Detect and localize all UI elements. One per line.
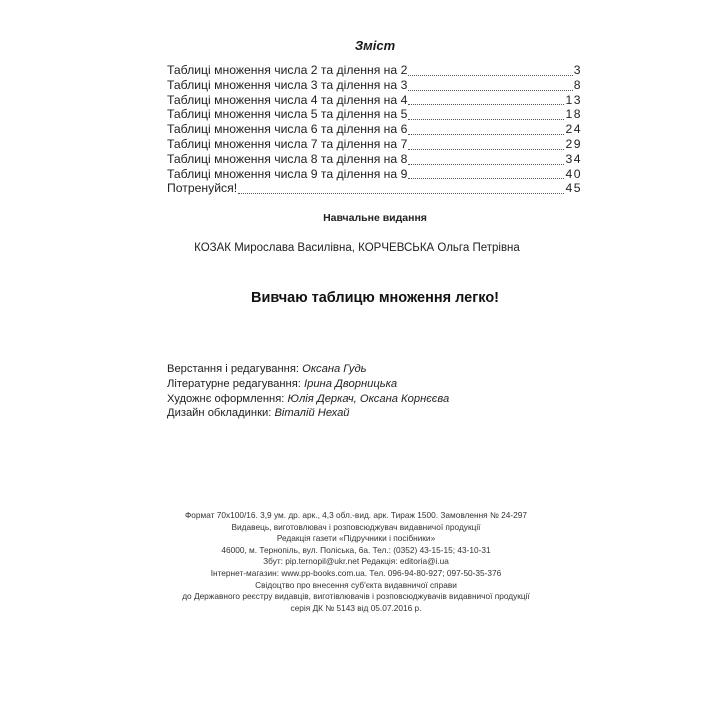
credit-role: Дизайн обкладинки: bbox=[167, 407, 272, 420]
toc-leader-dots bbox=[408, 124, 564, 135]
imprint-line: Видавець, виготовлювач і розповсюджувач видавничої продукції bbox=[231, 521, 481, 532]
toc-entry-page: 45 bbox=[565, 181, 582, 196]
toc-leader-dots bbox=[238, 183, 564, 194]
toc-entry-label: Таблиці множення числа 7 та ділення на 7 bbox=[167, 136, 408, 151]
imprint-line: Формат 70х100/16. 3,9 ум. др. арк., 4,3 обл.-вид. арк. Тираж 1500. Замовлення № 24-297 bbox=[184, 510, 527, 520]
toc-entry bbox=[167, 181, 582, 196]
toc-entry-page: 29 bbox=[565, 136, 582, 151]
toc-entry-page: 34 bbox=[565, 151, 582, 166]
toc-entry-page: 18 bbox=[565, 107, 582, 122]
imprint-line: 46000, м. Тернопіль, вул. Поліська, 6а. Тел.: (0352) 43-15-15; 43-10-31 bbox=[221, 544, 491, 555]
edition-kind: Навчальне видання bbox=[323, 212, 427, 224]
toc-title: Зміст bbox=[354, 38, 396, 53]
credit-name: Ірина Дворницька bbox=[304, 377, 398, 390]
credit-row bbox=[167, 362, 587, 377]
toc-entry-label: Таблиці множення числа 6 та ділення на 6 bbox=[167, 122, 408, 137]
imprint-line: до Державного реєстру видавців, виготівлювачів і розповсюджувачів видавничої продукції bbox=[182, 591, 530, 602]
toc-entry bbox=[167, 78, 582, 93]
toc-entry-label: Таблиці множення числа 4 та ділення на 4 bbox=[167, 92, 408, 107]
toc-entry bbox=[167, 137, 582, 152]
toc-entry bbox=[167, 122, 582, 137]
credit-role: Художнє оформлення: bbox=[167, 392, 285, 405]
toc-entry-label: Таблиці множення числа 9 та ділення на 9 bbox=[167, 166, 408, 181]
credit-row bbox=[167, 377, 587, 392]
imprint-line: серія ДК № 5143 від 05.07.2016 р. bbox=[290, 602, 422, 613]
toc-entry-label: Таблиці множення числа 3 та ділення на 3 bbox=[167, 77, 408, 92]
toc-leader-dots bbox=[408, 154, 564, 165]
toc-leader-dots bbox=[408, 80, 572, 91]
table-of-contents bbox=[167, 63, 582, 196]
imprint-line: Редакція газети «Підручники і посібники» bbox=[276, 533, 436, 544]
toc-leader-dots bbox=[408, 65, 572, 76]
credits-block bbox=[167, 362, 587, 421]
imprint-line: Збут: pip.ternopil@ukr.net Редакція: editoria@i.ua bbox=[263, 556, 449, 567]
credit-row bbox=[167, 406, 587, 421]
credit-name: Оксана Гудь bbox=[302, 363, 367, 375]
toc-leader-dots bbox=[408, 109, 564, 120]
toc-entry-label: Таблиці множення числа 2 та ділення на 2 bbox=[167, 63, 408, 77]
imprint-line: Свідоцтво про внесення суб'єкта видавничої справи bbox=[255, 579, 457, 590]
credit-name: Юлія Деркач, Оксана Корнєєва bbox=[287, 392, 450, 405]
toc-entry-page: 8 bbox=[573, 77, 582, 92]
toc-entry-label: Потренуйся! bbox=[167, 181, 238, 196]
credit-role: Верстання і редагування: bbox=[167, 363, 300, 375]
toc-entry-page: 3 bbox=[573, 63, 582, 77]
book-title: Вивчаю таблицю множення легко! bbox=[250, 290, 500, 306]
toc-entry-page: 40 bbox=[565, 166, 582, 181]
toc-entry bbox=[167, 107, 582, 122]
toc-entry bbox=[167, 152, 582, 167]
toc-leader-dots bbox=[408, 168, 564, 179]
toc-leader-dots bbox=[408, 94, 564, 105]
toc-entry bbox=[167, 93, 582, 108]
credit-name: Віталій Нехай bbox=[274, 407, 350, 420]
imprint-block bbox=[0, 510, 712, 614]
authors: КОЗАК Мирослава Василівна, КОРЧЕВСЬКА Ольга Петрівна bbox=[194, 242, 520, 254]
toc-entry bbox=[167, 167, 582, 182]
toc-entry-label: Таблиці множення числа 5 та ділення на 5 bbox=[167, 107, 408, 122]
imprint-line: Інтернет-магазин: www.pp-books.com.ua. Тел. 096-94-80-927; 097-50-35-376 bbox=[210, 567, 502, 578]
toc-leader-dots bbox=[408, 139, 564, 150]
toc-entry-page: 24 bbox=[565, 122, 582, 137]
toc-entry bbox=[167, 63, 582, 78]
toc-entry-label: Таблиці множення числа 8 та ділення на 8 bbox=[167, 151, 408, 166]
credit-row bbox=[167, 392, 587, 407]
credit-role: Літературне редагування: bbox=[167, 377, 301, 390]
toc-entry-page: 13 bbox=[565, 92, 582, 107]
